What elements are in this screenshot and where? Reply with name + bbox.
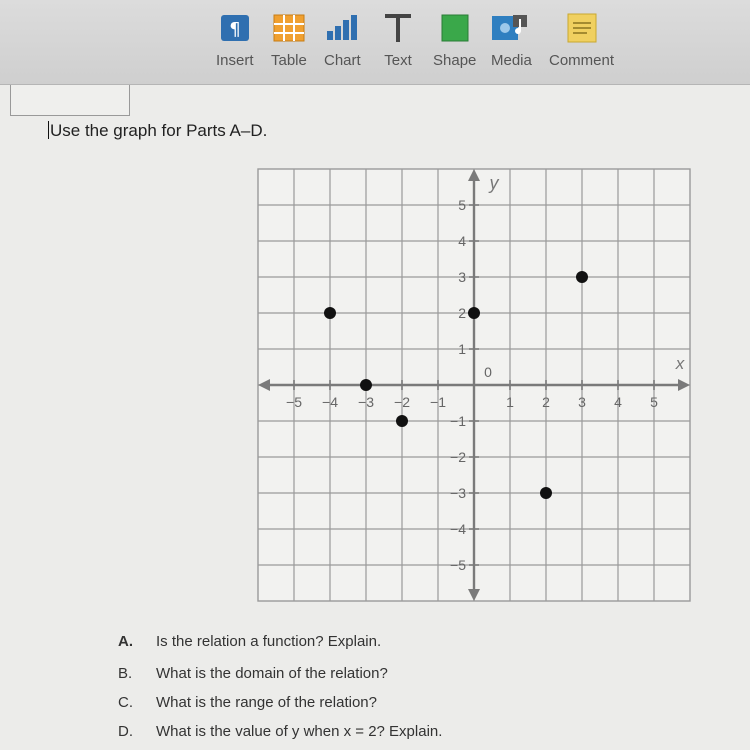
question-b-letter: B. <box>118 665 133 682</box>
x-tick-label: −4 <box>322 394 338 410</box>
insert-button[interactable] <box>216 8 254 69</box>
text-button[interactable] <box>383 8 413 69</box>
question-c-text: What is the range of the relation? <box>156 694 377 711</box>
comment-button[interactable] <box>549 8 614 69</box>
y-tick-label: −5 <box>450 557 466 573</box>
toolbar <box>0 0 750 85</box>
question-c <box>118 694 377 711</box>
shape-label: Shape <box>433 52 477 69</box>
x-tick-label: 3 <box>578 394 586 410</box>
question-d-text: What is the value of y when x = 2? Explain. <box>156 723 443 740</box>
question-d <box>118 723 442 740</box>
y-tick-label: −2 <box>450 449 466 465</box>
chart-button[interactable] <box>324 8 361 69</box>
table-button[interactable] <box>271 8 307 69</box>
y-tick-label: −1 <box>450 413 466 429</box>
document-area <box>0 85 750 750</box>
question-d-letter: D. <box>118 723 133 740</box>
x-tick-label: −5 <box>286 394 302 410</box>
table-icon <box>273 8 305 48</box>
question-b <box>118 665 388 682</box>
y-tick-label: −4 <box>450 521 466 537</box>
svg-text:¶: ¶ <box>229 19 241 40</box>
data-point <box>576 271 588 283</box>
y-tick-label: 2 <box>458 305 466 321</box>
question-a-text: Is the relation a function? Explain. <box>156 633 382 650</box>
x-tick-label: 4 <box>614 394 622 410</box>
data-point <box>396 415 408 427</box>
y-tick-label: 3 <box>458 269 466 285</box>
x-tick-label: 1 <box>506 394 514 410</box>
question-b-text: What is the domain of the relation? <box>156 665 388 682</box>
x-tick-label: 5 <box>650 394 658 410</box>
data-point <box>324 307 336 319</box>
media-label: Media <box>491 52 532 69</box>
comment-label: Comment <box>549 52 615 69</box>
question-a-letter: A. <box>118 633 133 650</box>
y-tick-label: 4 <box>458 233 466 249</box>
shape-button[interactable] <box>433 8 476 69</box>
insert-label: Insert <box>216 52 254 69</box>
coordinate-graph <box>0 85 750 750</box>
y-tick-label: −3 <box>450 485 466 501</box>
question-c-letter: C. <box>118 694 133 711</box>
y-axis-label: y <box>489 173 499 193</box>
origin-label: 0 <box>484 364 492 380</box>
text-icon <box>383 8 413 48</box>
x-tick-label: −1 <box>430 394 446 410</box>
shape-icon <box>441 8 469 48</box>
x-tick-label: −3 <box>358 394 374 410</box>
comment-icon <box>567 8 597 48</box>
media-icon <box>491 8 531 48</box>
x-tick-label: 2 <box>542 394 550 410</box>
media-button[interactable] <box>491 8 532 69</box>
text-label: Text <box>384 52 412 69</box>
instruction-label: Use the graph for Parts A–D. <box>50 121 268 140</box>
y-tick-label: 5 <box>458 197 466 213</box>
chart-label: Chart <box>324 52 361 69</box>
data-point <box>468 307 480 319</box>
table-label: Table <box>271 52 307 69</box>
chart-icon <box>325 8 359 48</box>
data-point <box>540 487 552 499</box>
x-axis-label: x <box>675 354 685 373</box>
x-tick-label: −2 <box>394 394 410 410</box>
paragraph-icon <box>220 8 250 48</box>
y-tick-label: 1 <box>458 341 466 357</box>
question-a <box>118 633 381 650</box>
data-point <box>360 379 372 391</box>
